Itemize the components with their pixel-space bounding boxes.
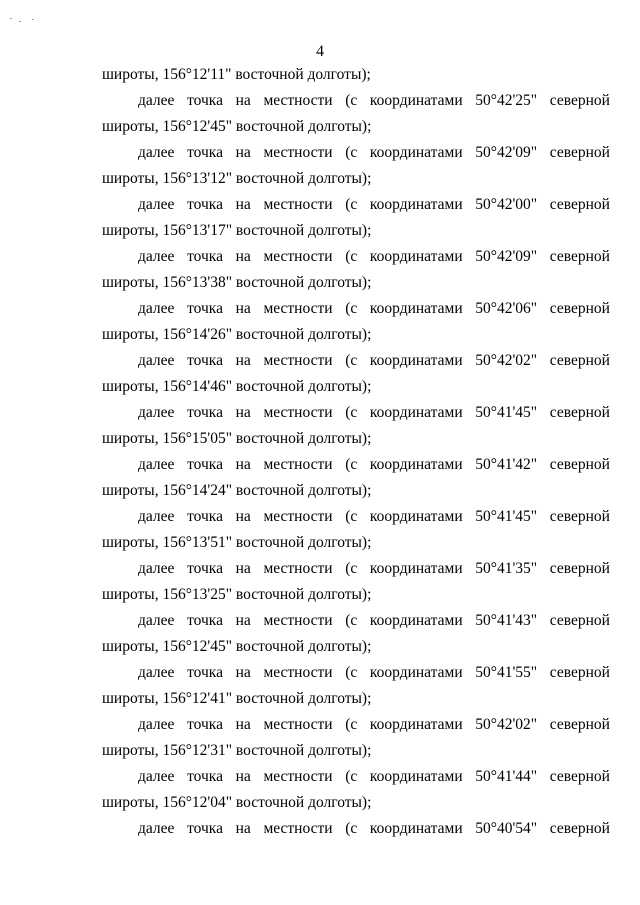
continuation-line: широты, 156°12'45" восточной долготы); — [102, 118, 372, 135]
coordinate-line — [102, 350, 610, 376]
line-word: северной — [549, 560, 610, 577]
line-word: северной — [549, 300, 610, 317]
coordinate-line — [102, 610, 610, 636]
line-word: местности — [263, 92, 333, 109]
line-word: на — [235, 248, 251, 265]
line-word: далее — [138, 560, 175, 577]
line-word: далее — [138, 612, 175, 629]
line-word: местности — [263, 560, 333, 577]
line-word: далее — [138, 404, 175, 421]
line-word: координатами — [369, 768, 463, 785]
line-word: 50°42'06" — [475, 300, 538, 317]
line-word: (с — [345, 144, 358, 161]
line-word: на — [235, 92, 251, 109]
line-word: (с — [345, 404, 358, 421]
line-word: точка — [187, 560, 223, 577]
line-word: северной — [549, 404, 610, 421]
line-word: точка — [187, 456, 223, 473]
line-word: на — [235, 456, 251, 473]
page-number: 4 — [316, 43, 324, 60]
line-word: местности — [263, 612, 333, 629]
line-word: 50°42'09" — [475, 248, 538, 265]
line-word: координатами — [369, 508, 463, 525]
line-word: (с — [345, 768, 358, 785]
line-word: точка — [187, 664, 223, 681]
coordinate-line — [102, 766, 610, 792]
line-word: 50°42'02" — [475, 352, 538, 369]
continuation-line: широты, 156°15'05" восточной долготы); — [102, 430, 372, 447]
line-word: местности — [263, 352, 333, 369]
line-word: северной — [549, 768, 610, 785]
continuation-line: широты, 156°13'51" восточной долготы); — [102, 534, 372, 551]
line-word: далее — [138, 508, 175, 525]
line-word: местности — [263, 404, 333, 421]
line-word: на — [235, 404, 251, 421]
line-word: северной — [549, 716, 610, 733]
line-word: местности — [263, 664, 333, 681]
line-word: (с — [345, 560, 358, 577]
line-word: местности — [263, 144, 333, 161]
coordinate-line — [102, 298, 610, 324]
line-word: 50°42'02" — [475, 716, 538, 733]
line-word: далее — [138, 664, 175, 681]
line-word: местности — [263, 196, 333, 213]
line-word: на — [235, 664, 251, 681]
line-word: далее — [138, 196, 175, 213]
line-word: 50°41'43" — [475, 612, 538, 629]
line-word: (с — [345, 716, 358, 733]
line-word: далее — [138, 768, 175, 785]
line-word: (с — [345, 352, 358, 369]
coordinate-line — [102, 402, 610, 428]
line-word: (с — [345, 300, 358, 317]
line-word: далее — [138, 92, 175, 109]
line-word: (с — [345, 664, 358, 681]
line-word: северной — [549, 508, 610, 525]
line-word: координатами — [369, 248, 463, 265]
line-word: (с — [345, 456, 358, 473]
line-word: северной — [549, 144, 610, 161]
line-word: местности — [263, 768, 333, 785]
line-word: далее — [138, 456, 175, 473]
line-word: точка — [187, 144, 223, 161]
line-word: точка — [187, 92, 223, 109]
continuation-line: широты, 156°13'38" восточной долготы); — [102, 274, 372, 291]
continuation-line: широты, 156°12'31" восточной долготы); — [102, 742, 372, 759]
document-body — [102, 64, 610, 844]
line-word: (с — [345, 612, 358, 629]
line-word: точка — [187, 352, 223, 369]
line-word: северной — [549, 248, 610, 265]
line-word: на — [235, 300, 251, 317]
line-word: северной — [549, 820, 610, 837]
line-word: (с — [345, 508, 358, 525]
line-word: координатами — [369, 404, 463, 421]
line-word: точка — [187, 612, 223, 629]
continuation-line: широты, 156°14'46" восточной долготы); — [102, 378, 372, 395]
line-word: координатами — [369, 300, 463, 317]
coordinate-line — [102, 558, 610, 584]
continuation-line: широты, 156°12'04" восточной долготы); — [102, 794, 372, 811]
line-word: точка — [187, 768, 223, 785]
line-word: точка — [187, 196, 223, 213]
line-word: далее — [138, 144, 175, 161]
line-word: северной — [549, 92, 610, 109]
line-word: 50°40'54" — [475, 820, 538, 837]
coordinate-line — [102, 714, 610, 740]
line-word: координатами — [369, 820, 463, 837]
coordinate-line — [102, 662, 610, 688]
line-word: 50°42'00" — [475, 196, 538, 213]
continuation-line: широты, 156°12'41" восточной долготы); — [102, 690, 372, 707]
line-word: местности — [263, 508, 333, 525]
line-word: координатами — [369, 560, 463, 577]
line-word: координатами — [369, 144, 463, 161]
line-word: на — [235, 560, 251, 577]
coordinate-line — [102, 194, 610, 220]
line-word: на — [235, 820, 251, 837]
coordinate-line — [102, 454, 610, 480]
line-word: на — [235, 612, 251, 629]
continuation-line: широты, 156°14'24" восточной долготы); — [102, 482, 372, 499]
line-word: северной — [549, 456, 610, 473]
line-word: точка — [187, 300, 223, 317]
line-word: 50°41'45" — [475, 508, 538, 525]
line-word: далее — [138, 716, 175, 733]
line-word: далее — [138, 300, 175, 317]
line-word: 50°41'55" — [475, 664, 538, 681]
line-word: местности — [263, 716, 333, 733]
line-word: координатами — [369, 196, 463, 213]
line-word: северной — [549, 612, 610, 629]
coordinate-line — [102, 818, 610, 844]
line-word: точка — [187, 404, 223, 421]
continuation-line: широты, 156°13'25" восточной долготы); — [102, 586, 372, 603]
scan-artifact — [10, 18, 40, 24]
line-word: северной — [549, 352, 610, 369]
continuation-line: широты, 156°12'11" восточной долготы); — [102, 66, 371, 83]
continuation-line: широты, 156°13'17" восточной долготы); — [102, 222, 372, 239]
coordinate-line — [102, 142, 610, 168]
line-word: местности — [263, 248, 333, 265]
line-word: 50°42'25" — [475, 92, 538, 109]
line-word: (с — [345, 196, 358, 213]
line-word: координатами — [369, 664, 463, 681]
line-word: координатами — [369, 352, 463, 369]
line-word: местности — [263, 300, 333, 317]
line-word: далее — [138, 248, 175, 265]
coordinate-line — [102, 246, 610, 272]
line-word: на — [235, 352, 251, 369]
line-word: северной — [549, 664, 610, 681]
line-word: 50°41'44" — [475, 768, 538, 785]
line-word: 50°41'45" — [475, 404, 538, 421]
line-word: 50°42'09" — [475, 144, 538, 161]
line-word: на — [235, 196, 251, 213]
line-word: 50°41'35" — [475, 560, 538, 577]
line-word: точка — [187, 508, 223, 525]
line-word: координатами — [369, 456, 463, 473]
line-word: на — [235, 144, 251, 161]
line-word: (с — [345, 820, 358, 837]
line-word: далее — [138, 820, 175, 837]
line-word: на — [235, 768, 251, 785]
line-word: координатами — [369, 612, 463, 629]
coordinate-line — [102, 90, 610, 116]
line-word: на — [235, 508, 251, 525]
coordinate-line — [102, 506, 610, 532]
line-word: на — [235, 716, 251, 733]
line-word: точка — [187, 820, 223, 837]
continuation-line: широты, 156°12'45" восточной долготы); — [102, 638, 372, 655]
line-word: точка — [187, 248, 223, 265]
line-word: точка — [187, 716, 223, 733]
line-word: местности — [263, 820, 333, 837]
continuation-line: широты, 156°14'26" восточной долготы); — [102, 326, 372, 343]
line-word: далее — [138, 352, 175, 369]
line-word: координатами — [369, 716, 463, 733]
line-word: (с — [345, 248, 358, 265]
continuation-line: широты, 156°13'12" восточной долготы); — [102, 170, 372, 187]
line-word: 50°41'42" — [475, 456, 538, 473]
line-word: северной — [549, 196, 610, 213]
line-word: (с — [345, 92, 358, 109]
line-word: местности — [263, 456, 333, 473]
line-word: координатами — [369, 92, 463, 109]
